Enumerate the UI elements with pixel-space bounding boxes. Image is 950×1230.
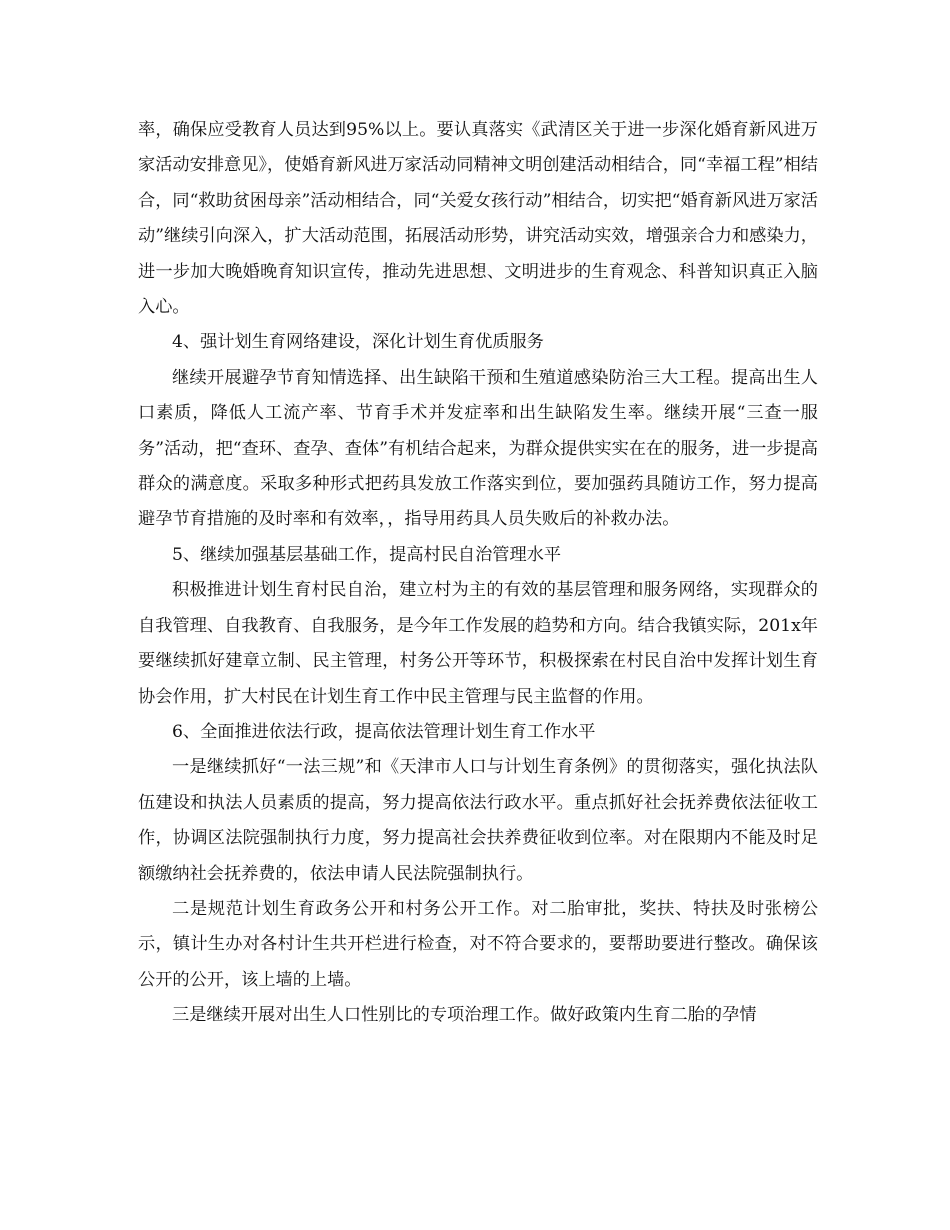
paragraph-sex-ratio: 三是继续开展对出生人口性别比的专项治理工作。做好政策内生育二胎的孕情 <box>172 1005 757 1026</box>
section-heading-5: 5、继续加强基层基础工作，提高村民自治管理水平 <box>172 544 562 565</box>
paragraph-law-enforcement: 一是继续抓好“一法三规”和《天津市人口与计划生育条例》的贯彻落实，强化执法队伍建设和执法人员素质的提高，努力提高依法行政水平。重点抓好社会抚养费依法征收工作，协调区法院强制执行力度，努力提高社会扶养费征收到位率。对在限期内不能及时足额缴纳社会抚养费的，依法申请人民法院强制执行。 <box>138 757 818 884</box>
paragraph-services: 继续开展避孕节育知情选择、出生缺陷干预和生殖道感染防治三大工程。提高出生人口素质，降低人工流产率、节育手术并发症率和出生缺陷发生率。继续开展“三查一服务”活动，把“查环、查孕、查体”有机结合起来，为群众提供实实在在的服务，进一步提高群众的满意度。采取多种形式把药具发放工作落实到位，要加强药具随访工作，努力提高避孕节育措施的及时率和有效率，，指导用药具人员失败后的补救办法。 <box>138 367 818 530</box>
section-heading-4: 4、强计划生育网络建设，深化计划生育优质服务 <box>172 332 544 353</box>
paragraph-public-disclosure: 二是规范计划生育政务公开和村务公开工作。对二胎审批，奖扶、特扶及时张榜公示，镇计生办对各村计生共开栏进行检查，对不符合要求的，要帮助要进行整改。确保该公开的公开，该上墙的上墙。 <box>138 898 818 990</box>
section-heading-6: 6、全面推进依法行政，提高依法管理计划生育工作水平 <box>172 721 596 742</box>
paragraph-village-autonomy: 积极推进计划生育村民自治，建立村为主的有效的基层管理和服务网络，实现群众的自我管理、自我教育、自我服务，是今年工作发展的趋势和方向。结合我镇实际，201x年要继续抓好建章立制、民主管理，村务公开等环节，积极探索在村民自治中发挥计划生育协会作用，扩大村民在计划生育工作中民主管理与民主监督的作用。 <box>138 580 818 707</box>
document-page <box>138 113 818 1034</box>
paragraph-continuation: 率，确保应受教育人员达到95%以上。要认真落实《武清区关于进一步深化婚育新风进万家活动安排意见》，使婚育新风进万家活动同精神文明创建活动相结合，同“幸福工程”相结合，同“救助贫困母亲”活动相结合，同“关爱女孩行动”相结合，切实把“婚育新风进万家活动”继续引向深入，扩大活动范围，拓展活动形势，讲究活动实效，增强亲合力和感染力，进一步加大晚婚晚育知识宣传，推动先进思想、文明进步的生育观念、科普知识真正入脑入心。 <box>138 120 818 318</box>
